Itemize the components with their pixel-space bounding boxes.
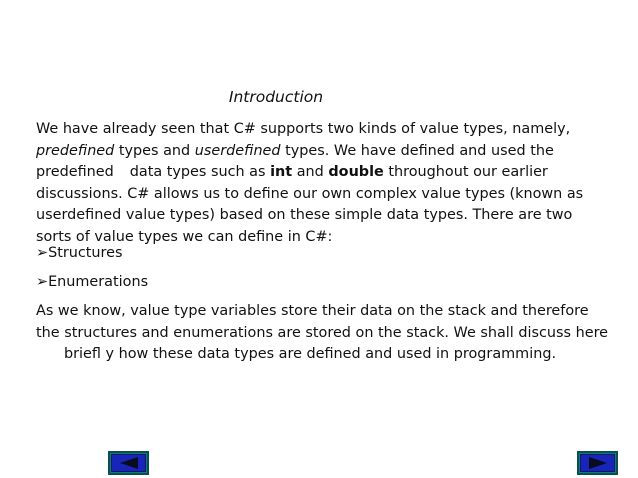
intro-paragraph: We have already seen that C# supports two kinds of value types, namely, predefined types and userdefined types. We have defined and used the predefined data types such as int and double throughout our earlier discussions. C# allows us to define our own complex value types (known as userdefined value types) based on these simple data types. There are two sorts of value types we can define in C#: <box>36 121 584 245</box>
triangle-left-icon <box>119 456 139 470</box>
int-keyword: int <box>270 164 293 180</box>
arrow-bullet-icon: ➢ <box>36 274 49 290</box>
triangle-right-icon <box>588 456 608 470</box>
previous-slide-button[interactable] <box>108 451 149 475</box>
userdefined-emphasis: userdefined <box>194 142 281 159</box>
slide-title: Introduction <box>228 88 324 106</box>
bullet-structures: ➢Structures <box>36 245 123 261</box>
double-keyword: double <box>328 164 384 180</box>
next-slide-button[interactable] <box>577 451 618 475</box>
bullet-enumerations: ➢Enumerations <box>36 274 149 290</box>
predefined-emphasis: predefined <box>36 142 115 159</box>
closing-paragraph: As we know, value type variables store their data on the stack and therefore the structures and enumerations are stored on the stack. We shall discuss here briefl y how these data types are defined and used in programming. <box>36 303 609 362</box>
arrow-bullet-icon: ➢ <box>36 245 49 261</box>
